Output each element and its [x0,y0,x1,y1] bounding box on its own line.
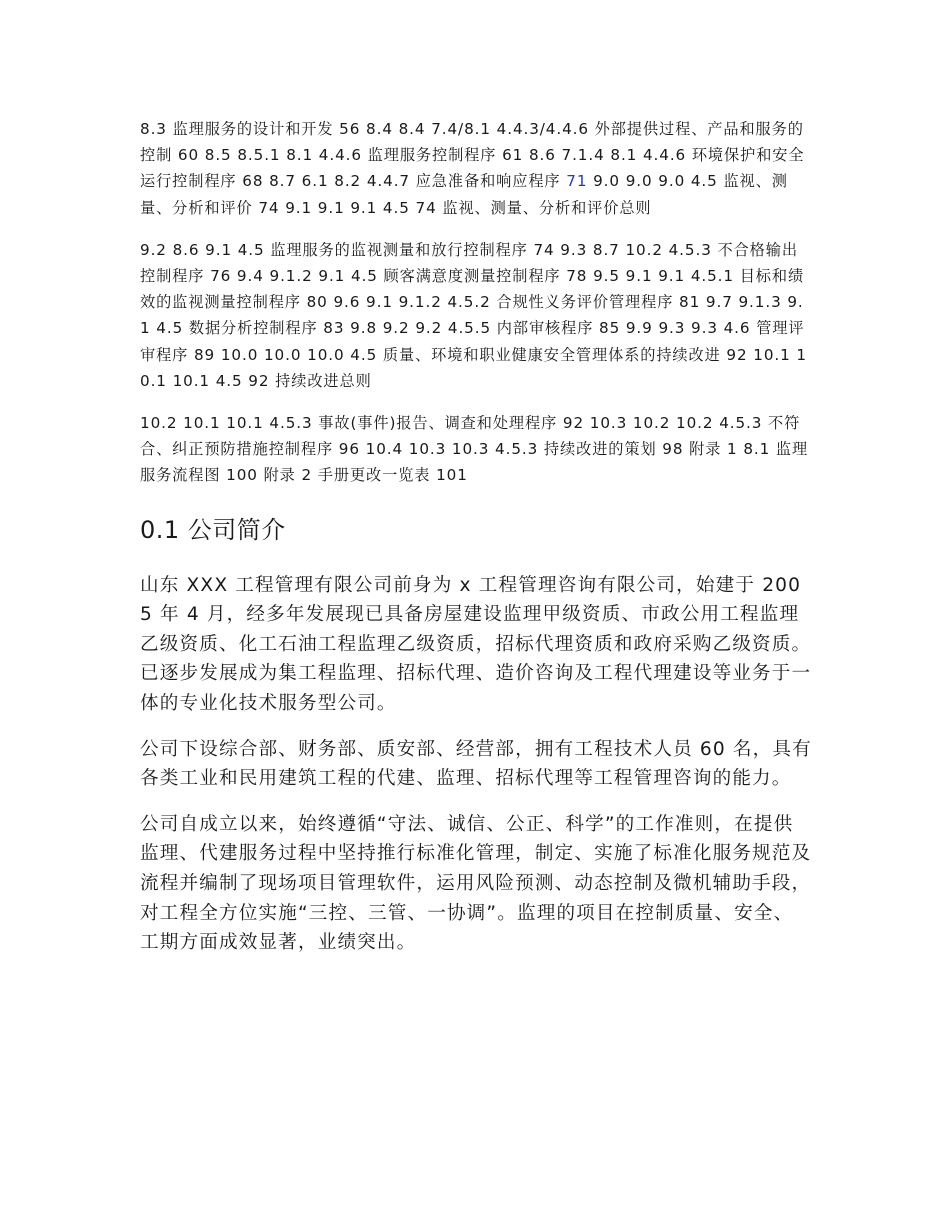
document-page [140,116,812,974]
toc-text: 8.3 监理服务的设计和开发 56 8.4 8.4 7.4/8.1 4.4.3/4.4.6 外部提供过程、产品和服务的控制 60 8.5 8.5.1 8.1 4.4.6 监理服务控制程序 61 8.6 7.1.4 8.1 4.4.6 环境保护和安全运行控制程序 68 8.7 6.1 8.2 4.4.7 应急准备和响应程序 [140,120,805,191]
body-paragraph: 公司下设综合部、财务部、质安部、经营部，拥有工程技术人员 60 名，具有各类工业和民用建筑工程的代建、监理、招标代理等工程管理咨询的能力。 [140,738,812,790]
toc-paragraph-3: 10.2 10.1 10.1 4.5.3 事故(事件)报告、调查和处理程序 92 10.3 10.2 10.2 4.5.3 不符合、纠正预防措施控制程序 96 10.4 10.3 10.3 4.5.3 持续改进的策划 98 附录 1 8.1 监理服务流程图 100 附录 2 手册更改一览表 101 [140,414,809,485]
toc-text: 9.0 9.0 9.0 4.5 监视、测量、分析和评价 74 9.1 9.1 9.1 4.5 74 监视、测量、分析和评价总则 [140,172,788,217]
section-heading: 0.1 公司简介 [140,515,286,544]
body-paragraph: 公司自成立以来，始终遵循“守法、诚信、公正、科学”的工作准则，在提供监理、代建服务过程中坚持推行标准化管理，制定、实施了标准化服务规范及流程并编制了现场项目管理软件，运用风险预测、动态控制及微机辅助手段，对工程全方位实施“三控、三管、一协调”。监理的项目在控制质量、安全、工期方面成效显著，业绩突出。 [140,813,812,954]
toc-page-link[interactable]: 71 [566,172,588,191]
toc-paragraph-2: 9.2 8.6 9.1 4.5 监理服务的监视测量和放行控制程序 74 9.3 8.7 10.2 4.5.3 不合格输出控制程序 76 9.4 9.1.2 9.1 4.5 顾客满意度测量控制程序 78 9.5 9.1 9.1 4.5.1 目标和绩效的监视测量控制程序 80 9.6 9.1 9.1.2 4.5.2 合规性义务评价管理程序 81 9.7 9.1.3 9.1 4.5 数据分析控制程序 83 9.8 9.2 9.2 4.5.5 内部审核程序 85 9.9 9.3 9.3 4.6 管理评审程序 89 10.0 10.0 10.0 4.5 质量、环境和职业健康安全管理体系的持续改进 92 10.1 10.1 10.1 4.5 92 持续改进总则 [140,240,807,390]
body-paragraph: 山东 XXX 工程管理有限公司前身为 x 工程管理咨询有限公司，始建于 2005 年 4 月，经多年发展现已具备房屋建设监理甲级资质、市政公用工程监理乙级资质、化工石油工程监理乙级资质，招标代理资质和政府采购乙级资质。已逐步发展成为集工程监理、招标代理、造价咨询及工程代理建设等业务于一体的专业化技术服务型公司。 [140,574,812,715]
toc-paragraph-1 [140,116,812,221]
